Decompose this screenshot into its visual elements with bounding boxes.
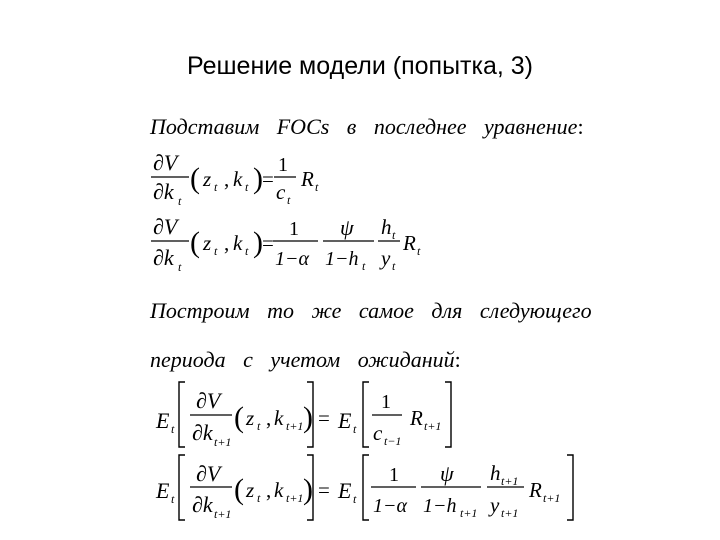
equation-2 — [151, 214, 421, 274]
eq2-dV: ∂V — [153, 214, 178, 239]
eq4-h: h — [490, 461, 501, 485]
eq2-den1: 1−α — [275, 248, 309, 270]
eq4-k-sub: t+1 — [286, 491, 304, 505]
eq3-E2: E — [338, 408, 352, 433]
eq2-lparen: ( — [190, 226, 200, 259]
eq3-E: E — [156, 408, 170, 433]
eq4-R-sub: t+1 — [543, 491, 561, 505]
eq4-E2: E — [338, 478, 352, 503]
eq2-psi: ψ — [340, 215, 354, 240]
eq3-dk-sub: t+1 — [214, 435, 232, 449]
eq4-z-sub: t — [257, 491, 261, 505]
eq2-R: R — [403, 231, 416, 255]
eq3-dk: ∂k — [192, 420, 213, 445]
eq3-z-sub: t — [257, 419, 261, 433]
eq1-z: z — [203, 167, 212, 191]
eq3-k: k — [274, 406, 284, 430]
eq1-comma: , — [224, 167, 230, 191]
eq1-c-sub: t — [287, 193, 291, 207]
text-line-2: Построим то же самое для следующего — [150, 298, 592, 323]
eq4-E2-sub: t — [353, 492, 357, 506]
eq2-h: h — [381, 215, 392, 239]
eq4-rparen: ) — [303, 473, 313, 506]
eq3-dV: ∂V — [196, 388, 221, 413]
eq4-h-sub: t+1 — [501, 474, 519, 488]
eq4-comma: , — [266, 478, 272, 502]
eq1-k: k — [233, 167, 243, 191]
equation-1 — [151, 150, 319, 208]
eq3-comma: , — [266, 406, 272, 430]
eq3-equals: = — [318, 406, 330, 430]
eq1-num: 1 — [278, 154, 288, 176]
eq4-dk-sub: t+1 — [214, 507, 232, 521]
eq1-k-sub: t — [245, 180, 249, 194]
colon: : — [577, 114, 584, 139]
eq2-h-sub: t — [392, 228, 396, 242]
eq1-R-sub: t — [315, 180, 319, 194]
eq3-z: z — [246, 406, 255, 430]
eq3-rparen: ) — [303, 401, 313, 434]
eq4-equals: = — [318, 478, 330, 502]
colon: : — [454, 347, 461, 372]
eq2-rparen: ) — [253, 226, 263, 259]
eq4-E: E — [156, 478, 170, 503]
eq1-dk: ∂k — [153, 179, 174, 204]
eq2-R-sub: t — [417, 244, 421, 258]
eq2-k-sub: t — [245, 244, 249, 258]
eq3-c-sub: t−1 — [384, 434, 402, 448]
text-line-3-body: периода с учетом ожиданий — [150, 347, 455, 372]
eq3-k-sub: t+1 — [286, 419, 304, 433]
eq2-k: k — [233, 231, 243, 255]
eq2-den2: 1−h — [325, 248, 359, 270]
eq1-c: c — [276, 180, 286, 204]
eq2-dk: ∂k — [153, 245, 174, 270]
text-line-1-body: Подставим FOCs в последнее уравнение — [150, 114, 578, 139]
eq2-equals: = — [262, 231, 274, 255]
eq2-den2-sub: t — [362, 259, 366, 273]
eq3-c: c — [373, 421, 383, 445]
eq4-k: k — [274, 478, 284, 502]
eq4-num1: 1 — [389, 464, 399, 486]
eq4-den2-sub: t+1 — [460, 506, 478, 520]
eq1-dV: ∂V — [153, 150, 178, 175]
eq3-R: R — [410, 406, 423, 430]
eq3-lparen: ( — [234, 401, 244, 434]
eq4-lparen: ( — [234, 473, 244, 506]
eq2-num1: 1 — [289, 218, 299, 240]
slide-title: Решение модели (попытка, 3) — [187, 52, 533, 80]
eq2-dk-sub: t — [178, 260, 182, 274]
eq1-dk-sub: t — [178, 194, 182, 208]
eq2-comma: , — [224, 231, 230, 255]
eq3-R-sub: t+1 — [424, 419, 442, 433]
eq4-z: z — [246, 478, 255, 502]
equation-3 — [155, 382, 451, 449]
eq2-y-sub: t — [392, 259, 396, 273]
eq1-equals: = — [262, 167, 274, 191]
eq2-z-sub: t — [214, 244, 218, 258]
eq1-R: R — [301, 167, 314, 191]
eq4-den2: 1−h — [423, 495, 457, 517]
eq4-den1: 1−α — [373, 495, 407, 517]
eq2-y: y — [381, 246, 391, 270]
eq4-psi: ψ — [440, 461, 454, 486]
eq4-y: y — [490, 493, 500, 517]
eq3-num: 1 — [381, 391, 391, 413]
eq1-z-sub: t — [214, 180, 218, 194]
eq2-z: z — [203, 231, 212, 255]
eq4-dk: ∂k — [192, 492, 213, 517]
eq4-R: R — [529, 478, 542, 502]
eq4-y-sub: t+1 — [501, 506, 519, 520]
eq1-rparen: ) — [253, 162, 263, 195]
eq4-E-sub: t — [171, 492, 175, 506]
equation-4 — [155, 455, 573, 521]
eq3-E-sub: t — [171, 422, 175, 436]
eq4-dV: ∂V — [196, 461, 221, 486]
eq3-E2-sub: t — [353, 422, 357, 436]
eq1-lparen: ( — [190, 162, 200, 195]
